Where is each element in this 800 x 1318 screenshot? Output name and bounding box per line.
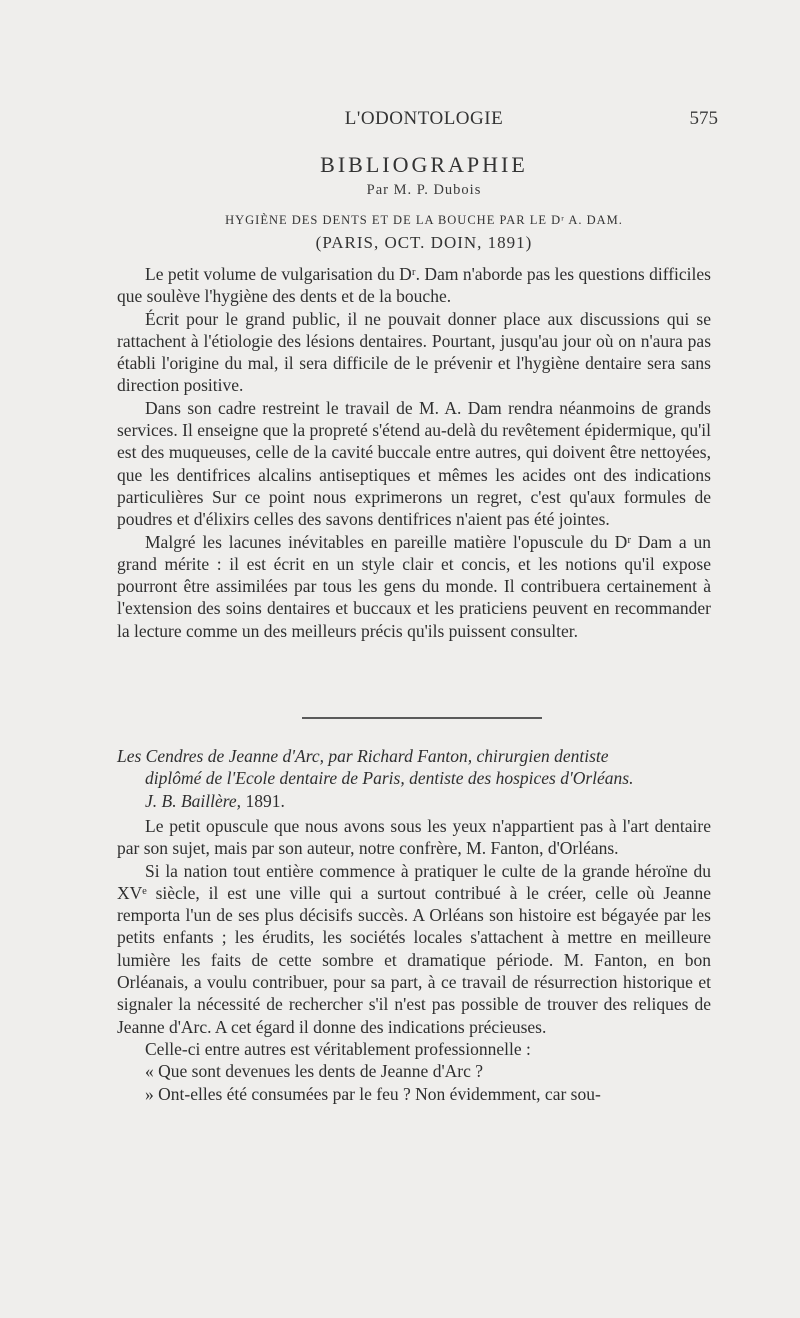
review-heading: HYGIÈNE DES DENTS ET DE LA BOUCHE PAR LE Dʳ A. DAM. bbox=[225, 213, 623, 227]
paragraph: Écrit pour le grand public, il ne pouvait donner place aux discussions qui se rattachent à l'étiologie des lésions dentaires. Pourtant, jusqu'au jour où on n'aura pas établi l'origine du mal, il sera difficile de le prévenir et l'hygiène dentaire sera sans direction positive. bbox=[117, 308, 711, 396]
byline: Par M. P. Dubois bbox=[366, 182, 482, 198]
page-number: 575 bbox=[689, 108, 718, 129]
paragraph: Dans son cadre restreint le travail de M. A. Dam rendra néanmoins de grands services. Il enseigne que la propreté s'étend au-delà du revêtement épidermique, qu'il est des muqueuses, celle de la cavité buccale entre autres, qui doivent être nettoyées, que les dentifrices alcalins antiseptiques et mêmes les acides ont des indications particulières Sur ce point nous exprimerons un regret, c'est qu'aux formules de poudres et d'élixirs celles des savons dentifrices n'aient pas été jointes. bbox=[117, 397, 711, 530]
citation-year: 1891. bbox=[245, 790, 285, 811]
section-divider bbox=[302, 717, 542, 719]
citation-line: Les Cendres de Jeanne d'Arc, par Richard Fanton, chirurgien dentiste bbox=[117, 746, 609, 766]
paragraph: Si la nation tout entière commence à pratiquer le culte de la grande héroïne du XVᵉ siècle, il est une ville qui a surtout contribué à le créer, celle où Jeanne remporta l'un de ses plus décisifs succès. A Orléans son histoire est bégayée par les petits enfants ; les érudits, les sociétés locales s'attachent à mettre en meilleure lumière les faits de cette sombre et dramatique période. M. Fanton, en bon Orléanais, a voulu contribuer, pour sa part, à ce travail de résurrection historique et signaler la nécessité de rechercher s'il n'est pas possible de trouver des reliques de Jeanne d'Arc. A cet égard il donne des indications précieuses. bbox=[117, 860, 711, 1037]
citation-line: diplômé de l'Ecole dentaire de Paris, dentiste des hospices d'Orléans. bbox=[145, 768, 634, 789]
paragraph: Le petit opuscule que nous avons sous les yeux n'appartient pas à l'art dentaire par son sujet, mais par son auteur, notre confrère, M. Fanton, d'Orléans. bbox=[117, 816, 711, 859]
paragraph: « Que sont devenues les dents de Jeanne d'Arc ? bbox=[145, 1061, 483, 1082]
running-head bbox=[130, 108, 718, 136]
section-title: BIBLIOGRAPHIE bbox=[320, 152, 528, 177]
citation-publisher-line bbox=[117, 790, 711, 812]
review2-citation bbox=[117, 745, 711, 812]
paragraph: Malgré les lacunes inévitables en pareille matière l'opuscule du Dʳ Dam a un grand mérite : il est écrit en un style clair et concis, et les notions qu'il expose pourront être assimilées par tous les gens du monde. Il contribuera certainement à l'extension des soins dentaires et buccaux et les praticiens peuvent en recommander la lecture comme un des meilleurs précis qu'ils puissent consulter. bbox=[117, 531, 711, 641]
paragraph: » Ont-elles été consumées par le feu ? Non évidemment, car sou- bbox=[145, 1083, 601, 1104]
citation-publisher: J. B. Baillère, bbox=[145, 790, 242, 811]
review2-body bbox=[117, 815, 711, 1105]
review1-body bbox=[117, 263, 711, 642]
paragraph: Celle-ci entre autres est véritablement professionnelle : bbox=[145, 1038, 531, 1059]
paragraph: Le petit volume de vulgarisation du Dʳ. Dam n'aborde pas les questions difficiles que soulève l'hygiène des dents et de la bouche. bbox=[117, 264, 711, 307]
journal-title: L'ODONTOLOGIE bbox=[344, 108, 504, 129]
review-subheading: (PARIS, OCT. DOIN, 1891) bbox=[315, 233, 533, 252]
